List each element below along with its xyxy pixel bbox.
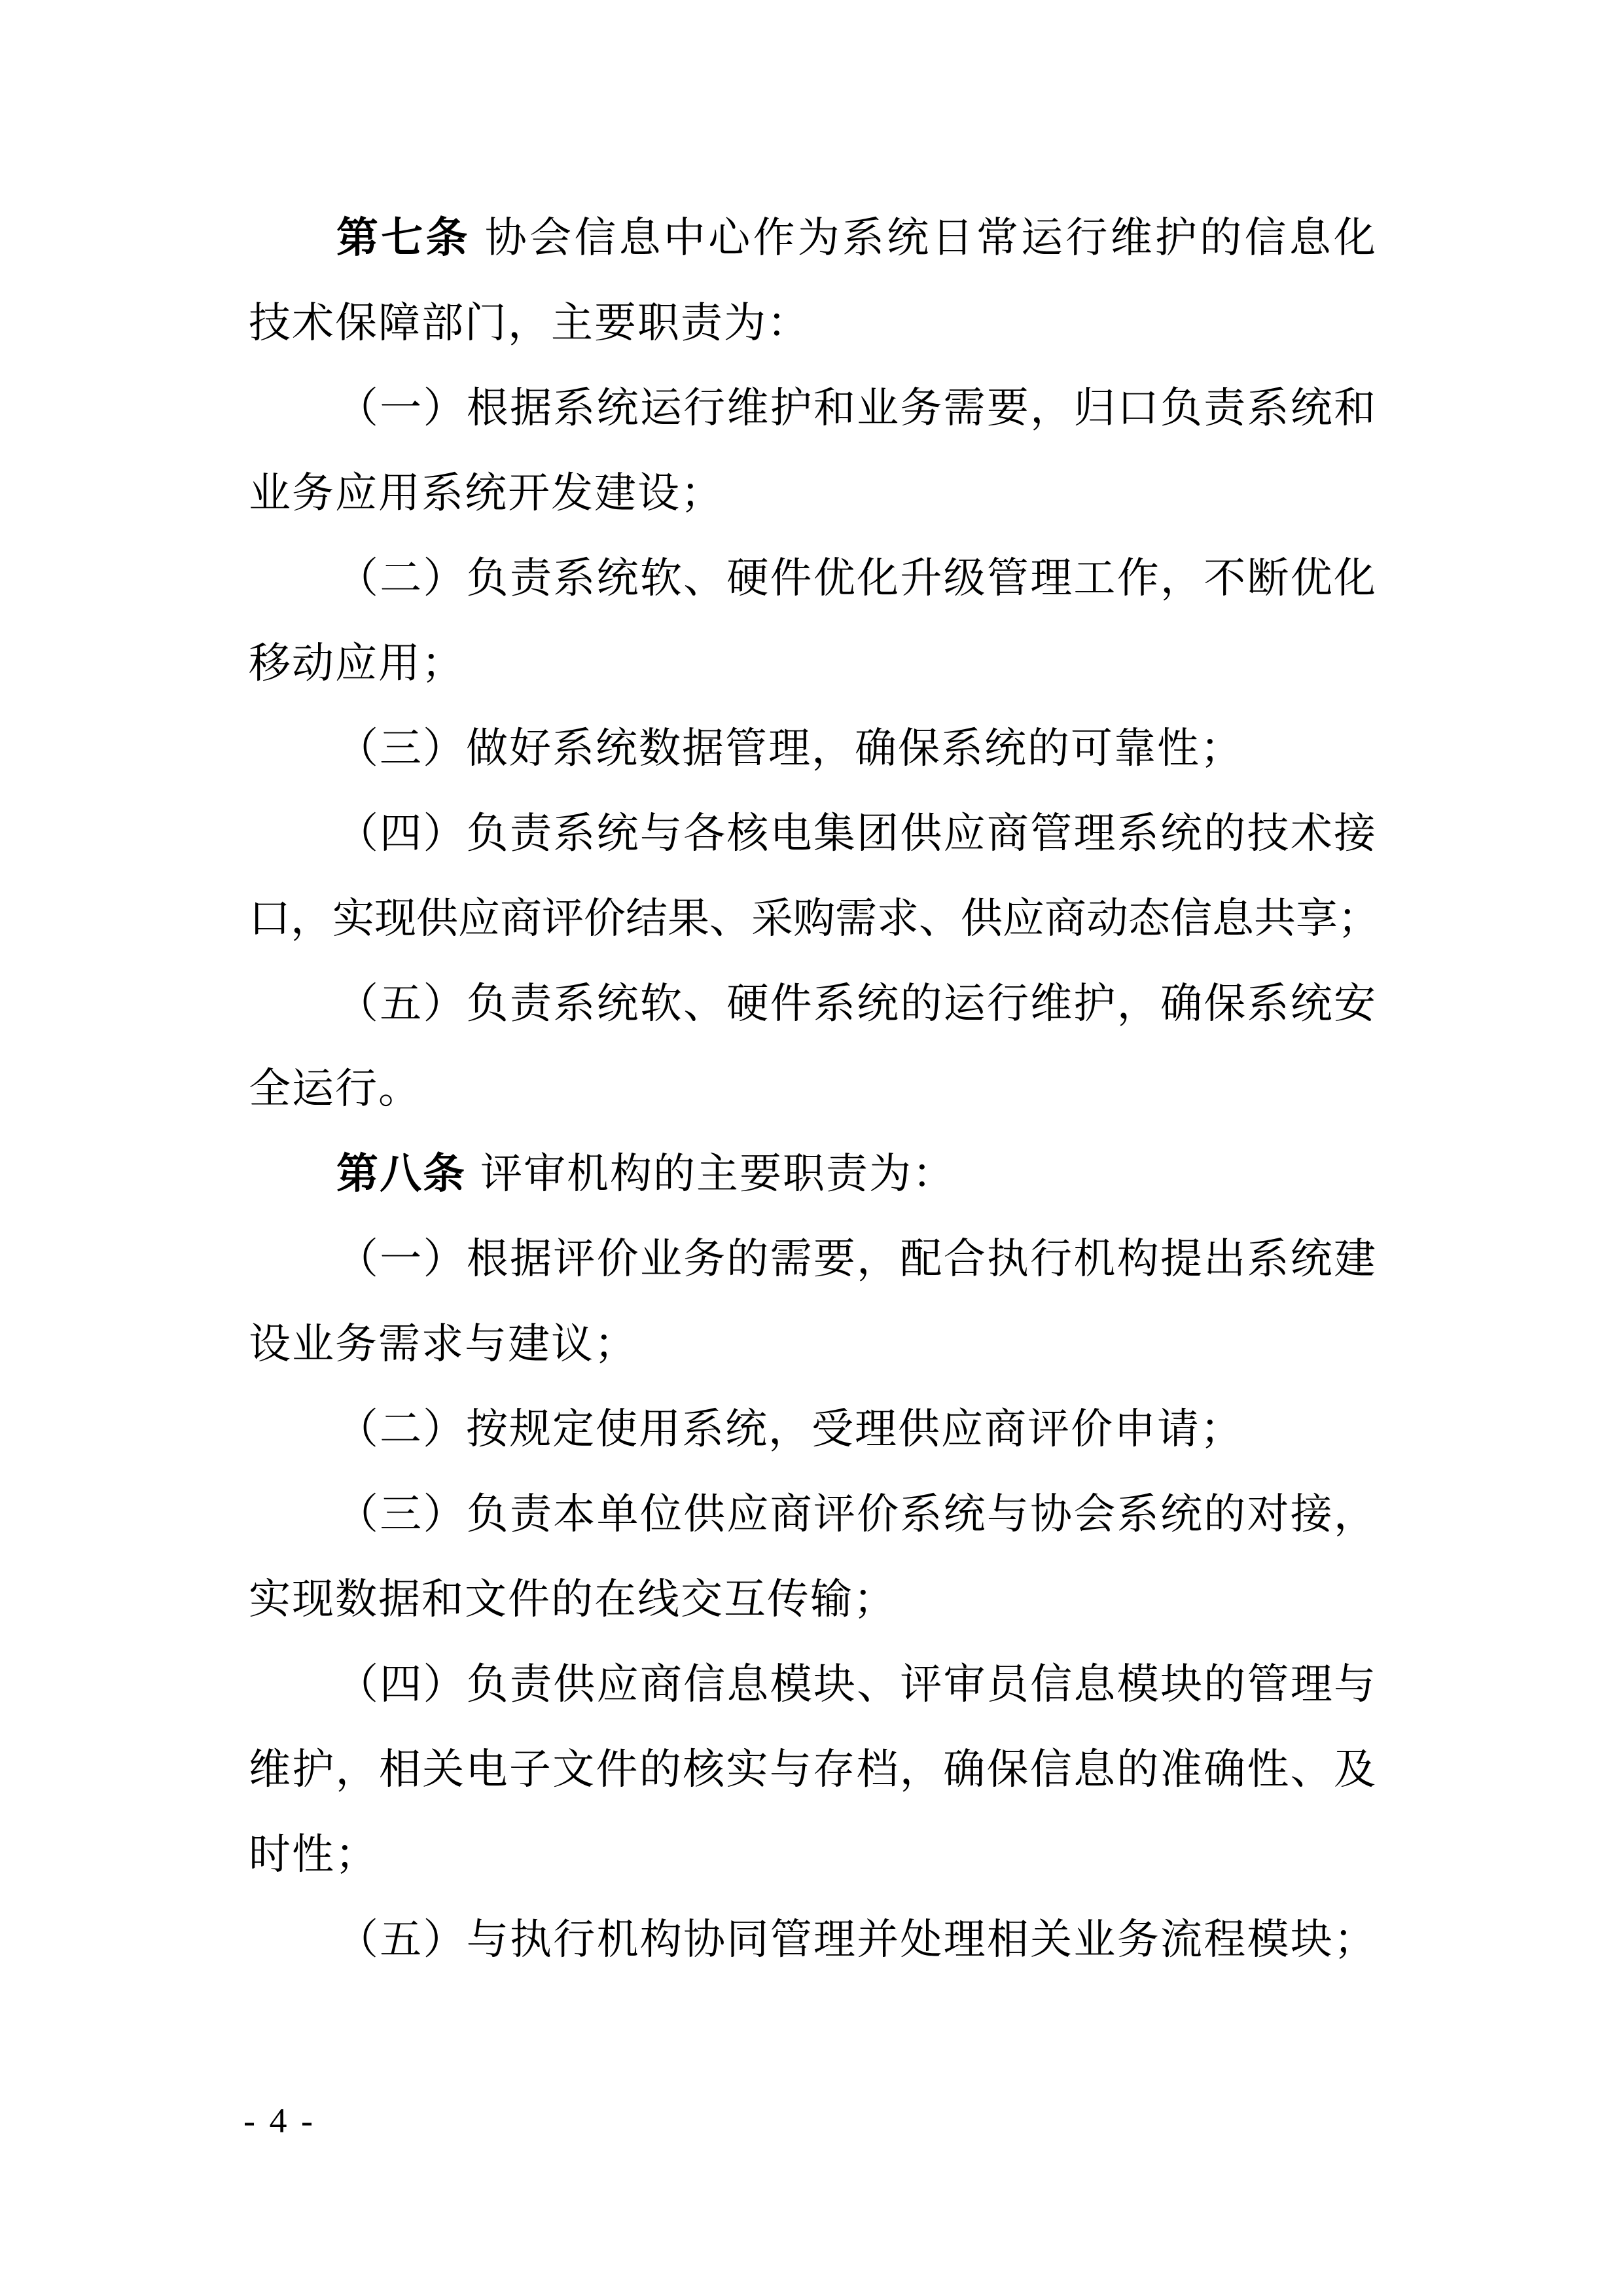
article-7-item-4-line-2: 口，实现供应商评价结果、采购需求、供应商动态信息共享； — [249, 895, 1380, 943]
article-8-item-2-line-1: （二）按规定使用系统，受理供应商评价申请； — [336, 1405, 1243, 1454]
article-8-item-4-line-3: 时性； — [249, 1831, 378, 1879]
article-8-intro-text: 评审机构的主要职责为： — [480, 1150, 955, 1198]
article-8-item-4-line-2: 维护，相关电子文件的核实与存档，确保信息的准确性、及 — [249, 1746, 1376, 1794]
article-7-label: 第七条 — [336, 214, 471, 262]
article-7-intro-text: 协会信息中心作为系统日常运行维护的信息化 — [484, 214, 1376, 262]
article-8-item-4-line-1: （四）负责供应商信息模块、评审员信息模块的管理与 — [336, 1660, 1376, 1709]
article-7-item-4-line-1: （四）负责系统与各核电集团供应商管理系统的技术接 — [336, 810, 1376, 858]
article-7-item-5-line-1: （五）负责系统软、硬件系统的运行维护，确保系统安 — [336, 980, 1376, 1028]
article-8-item-5-line-1: （五）与执行机构协同管理并处理相关业务流程模块； — [336, 1916, 1376, 1964]
document-body — [249, 196, 1380, 1982]
article-8-item-3-line-1: （三）负责本单位供应商评价系统与协会系统的对接， — [336, 1490, 1376, 1539]
article-8-item-3-line-2: 实现数据和文件的在线交互传输； — [249, 1575, 897, 1624]
article-8-item-1-line-1: （一）根据评价业务的需要，配合执行机构提出系统建 — [336, 1235, 1376, 1283]
article-7-item-3-line-1: （三）做好系统数据管理，确保系统的可靠性； — [336, 725, 1243, 773]
article-7-intro-continuation: 技术保障部门，主要职责为： — [249, 299, 810, 348]
article-8-heading-line — [249, 1132, 1376, 1217]
page-number: - 4 - — [243, 2101, 315, 2140]
article-7-item-2-line-1: （二）负责系统软、硬件优化升级管理工作，不断优化 — [336, 554, 1376, 603]
article-8-item-1-line-2: 设业务需求与建议； — [249, 1320, 637, 1369]
article-7-item-5-line-2: 全运行。 — [249, 1065, 421, 1113]
article-7-heading-line — [249, 196, 1376, 281]
article-8-label: 第八条 — [336, 1150, 466, 1198]
article-7-item-1-line-2: 业务应用系统开发建设； — [249, 469, 724, 518]
article-7-item-1-line-1: （一）根据系统运行维护和业务需要，归口负责系统和 — [336, 384, 1376, 433]
article-7-item-2-line-2: 移动应用； — [249, 639, 465, 688]
